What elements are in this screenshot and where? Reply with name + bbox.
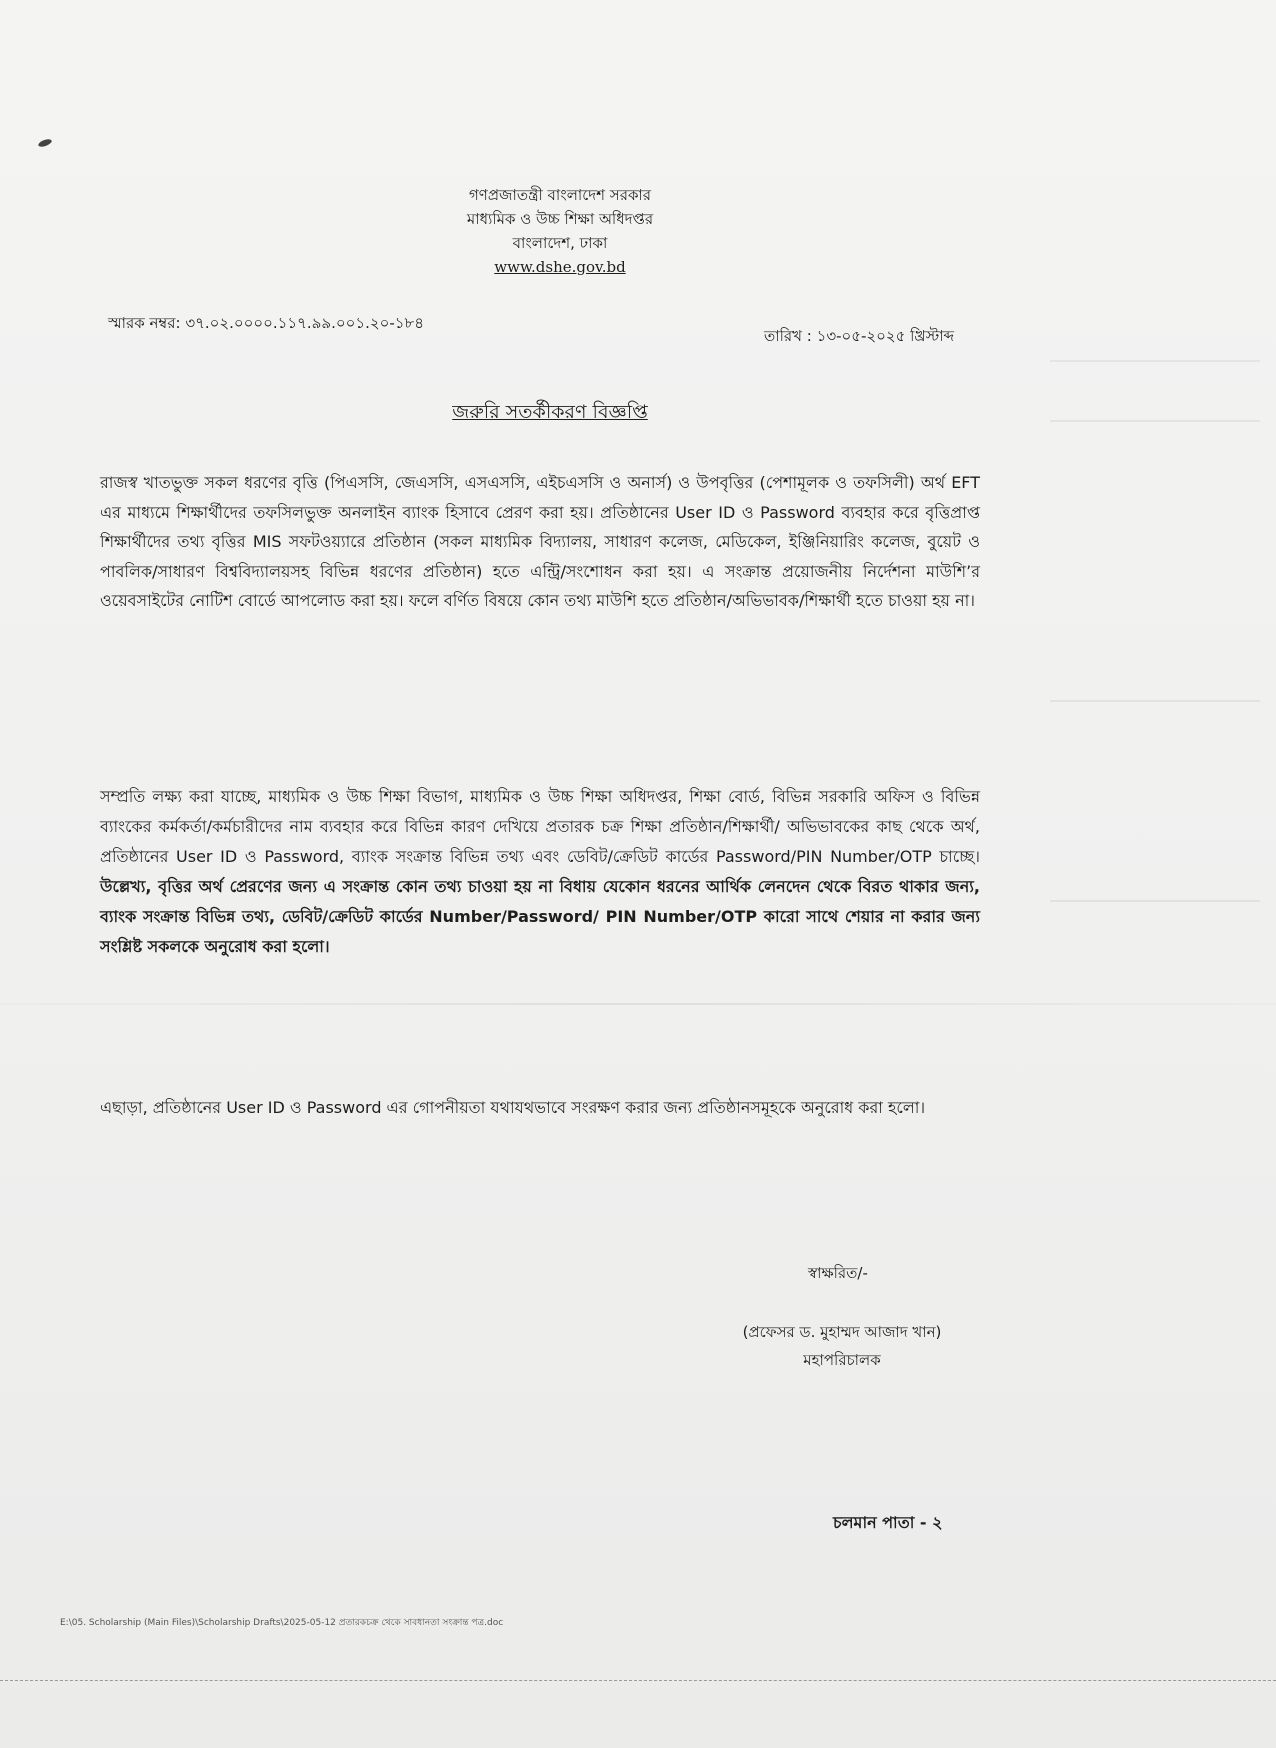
letterhead xyxy=(0,183,1120,279)
continued-page-note: চলমান পাতা - ২ xyxy=(833,1513,943,1532)
letterhead-location: বাংলাদেশ, ঢাকা xyxy=(512,234,608,252)
letterhead-website: www.dshe.gov.bd xyxy=(494,258,626,276)
paragraph-2-emphasis: উল্লেখ্য, বৃত্তির অর্থ প্রেরণের জন্য এ সংক্রান্ত কোন তথ্য চাওয়া হয় না বিধায় যেকোন ধরনের আর্থিক লেনদেন থেকে বিরত থাকার জন্য, ব্যাংক সংক্রান্ত বিভিন্ন তথ্য, ডেবিট/ক্রেডিট কার্ডের Number/Password/ PIN Number/OTP কারো সাথে শেয়ার না করার জন্য সংশ্লিষ্ট সকলকে অনুরোধ করা হলো। xyxy=(100,877,980,956)
signed-mark: স্বাক্ষরিত/- xyxy=(808,1264,868,1282)
letterhead-government: গণপ্রজাতন্ত্রী বাংলাদেশ সরকার xyxy=(468,186,652,204)
ink-speck xyxy=(37,138,52,148)
page-fold-line xyxy=(0,1003,1276,1005)
letterhead-department: মাধ্যমিক ও উচ্চ শিক্ষা অধিদপ্তর xyxy=(466,210,654,228)
body-paragraph-1: রাজস্ব খাতভুক্ত সকল ধরণের বৃত্তি (পিএসসি, জেএসসি, এসএসসি, এইচএসসি ও অনার্স) ও উপবৃত্তির (পেশামূলক ও তফসিলী) অর্থ EFT এর মাধ্যমে শিক্ষার্থীদের তফসিলভুক্ত অনলাইন ব্যাংক হিসাবে প্রেরণ করা হয়। প্রতিষ্ঠানের User ID ও Password ব্যবহার করে বৃত্তিপ্রাপ্ত শিক্ষার্থীদের তথ্য বৃত্তির MIS সফটওয়্যারে প্রতিষ্ঠান (সকল মাধ্যমিক বিদ্যালয়, সাধারণ কলেজ, মেডিকেল, ইঞ্জিনিয়ারিং কলেজ, বুয়েট ও পাবলিক/সাধারণ বিশ্ববিদ্যালয়সহ বিভিন্ন ধরণের প্রতিষ্ঠান) হতে এন্ট্রি/সংশোধন করা হয়। এ সংক্রান্ত প্রয়োজনীয় নির্দেশনা মাউশি’র ওয়েবসাইটের নোটিশ বোর্ডে আপলোড করা হয়। ফলে বর্ণিত বিষয়ে কোন তথ্য মাউশি হতে প্রতিষ্ঠান/অভিভাবক/শিক্ষার্থী হতে চাওয়া হয় না। xyxy=(100,473,980,610)
page-bottom-edge xyxy=(0,1680,1276,1683)
bleed-through-line xyxy=(1050,700,1260,702)
file-path-footer: E:\05. Scholarship (Main Files)\Scholarship Drafts\2025-05-12 প্রতারকচক্র থেকে সাবধানতা সংক্রান্ত পত্র.doc xyxy=(60,1618,504,1628)
signatory-name: (প্রফেসর ড. মুহাম্মদ আজাদ খান) xyxy=(742,1323,942,1341)
bleed-through-line xyxy=(1050,900,1260,902)
signatory-block xyxy=(722,1318,962,1374)
bleed-through-line xyxy=(1050,360,1260,362)
notice-title: জরুরি সতর্কীকরণ বিজ্ঞপ্তি xyxy=(452,401,648,423)
signatory-designation: মহাপরিচালক xyxy=(803,1351,881,1369)
paragraph-2-text: সম্প্রতি লক্ষ্য করা যাচ্ছে, মাধ্যমিক ও উচ্চ শিক্ষা বিভাগ, মাধ্যমিক ও উচ্চ শিক্ষা অধিদপ্তর, শিক্ষা বোর্ড, বিভিন্ন সরকারি অফিস ও বিভিন্ন ব্যাংকের কর্মকর্তা/কর্মচারীদের নাম ব্যবহার করে বিভিন্ন কারণ দেখিয়ে প্রতারক চক্র শিক্ষা প্রতিষ্ঠান/শিক্ষার্থী/ অভিভাবকের কাছ থেকে অর্থ, প্রতিষ্ঠানের User ID ও Password, ব্যাংক সংক্রান্ত বিভিন্ন তথ্য এবং ডেবিট/ক্রেডিট কার্ডের Password/PIN Number/OTP চাচ্ছে। xyxy=(100,787,980,866)
body-paragraph-3: এছাড়া, প্রতিষ্ঠানের User ID ও Password এর গোপনীয়তা যথাযথভাবে সংরক্ষণ করার জন্য প্রতিষ্ঠানসমূহকে অনুরোধ করা হলো। xyxy=(100,1098,926,1117)
memo-number: স্মারক নম্বর: ৩৭.০২.০০০০.১১৭.৯৯.০০১.২০-১৮৪ xyxy=(108,314,424,332)
body-paragraph-2 xyxy=(100,782,980,962)
document-date: তারিখ : ১৩-০৫-২০২৫ খ্রিস্টাব্দ xyxy=(764,327,955,345)
